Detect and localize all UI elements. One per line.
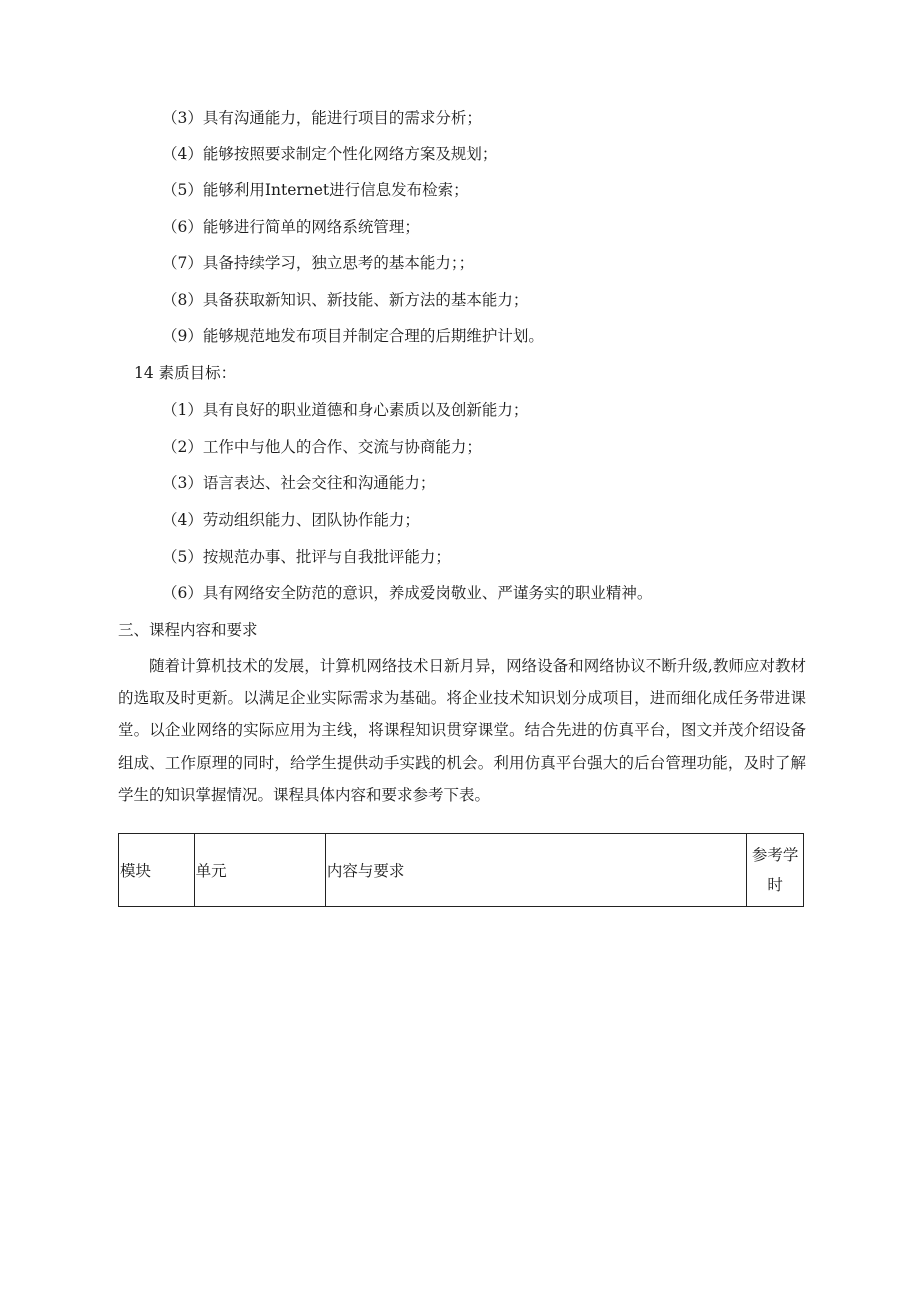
ability-item-3: （3）具有沟通能力，能进行项目的需求分析；	[162, 109, 482, 127]
header-hours-line2: 时	[767, 876, 783, 894]
quality-item-5: （5）按规范办事、批评与自我批评能力；	[162, 548, 451, 566]
quality-item-6: （6）具有网络安全防范的意识，养成爱岗敬业、严谨务实的职业精神。	[162, 584, 653, 602]
quality-heading: 14 素质目标：	[134, 364, 237, 382]
quality-item-1: （1）具有良好的职业道德和身心素质以及创新能力；	[162, 401, 529, 419]
table-header-row	[119, 834, 804, 907]
quality-item-2: （2）工作中与他人的合作、交流与协商能力；	[162, 438, 482, 456]
header-content: 内容与要求	[325, 834, 746, 907]
header-unit: 单元	[194, 834, 325, 907]
header-module: 模块	[119, 834, 195, 907]
header-hours-line1: 参考学	[751, 846, 799, 864]
header-hours	[747, 834, 804, 907]
ability-item-5: （5）能够利用Internet进行信息发布检索；	[162, 181, 469, 199]
body-paragraph: 随着计算机技术的发展，计算机网络技术日新月异，网络设备和网络协议不断升级,教师应对教材的选取及时更新。以满足企业实际需求为基础。将企业技术知识划分成项目，进而细化成任务带进课堂。以企业网络的实际应用为主线，将课程知识贯穿课堂。结合先进的仿真平台，图文并茂介绍设备组成、工作原理的同时，给学生提供动手实践的机会。利用仿真平台强大的后台管理功能，及时了解学生的知识掌握情况。课程具体内容和要求参考下表。	[118, 657, 806, 804]
section-heading: 三、课程内容和要求	[118, 621, 258, 639]
ability-item-8: （8）具备获取新知识、新技能、新方法的基本能力；	[162, 291, 529, 309]
quality-item-3: （3）语言表达、社会交往和沟通能力；	[162, 474, 436, 492]
quality-item-4: （4）劳动组织能力、团队协作能力；	[162, 511, 420, 529]
ability-item-4: （4）能够按照要求制定个性化网络方案及规划；	[162, 145, 498, 163]
ability-item-9: （9）能够规范地发布项目并制定合理的后期维护计划。	[162, 327, 544, 345]
ability-item-7: （7）具备持续学习，独立思考的基本能力；；	[162, 254, 475, 272]
ability-item-6: （6）能够进行简单的网络系统管理；	[162, 218, 420, 236]
course-content-table	[118, 833, 804, 907]
